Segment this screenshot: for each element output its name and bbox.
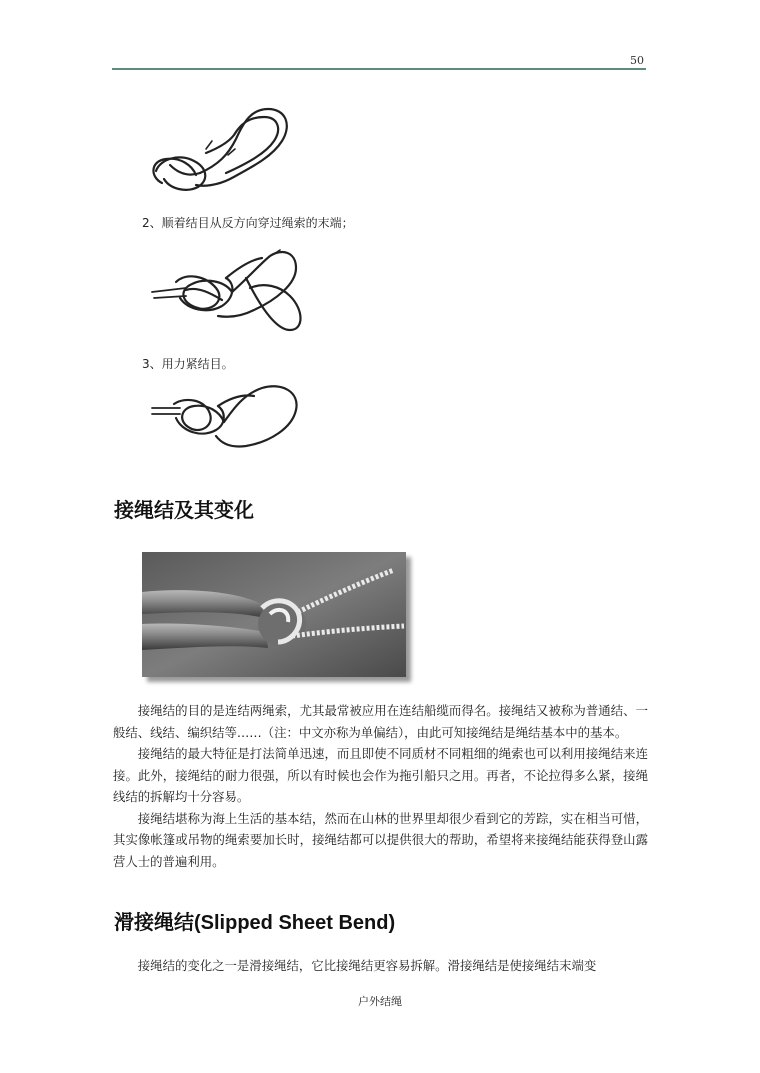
knot-illustration-step3	[146, 378, 306, 466]
header-rule	[112, 68, 646, 70]
sheet-bend-photo	[142, 552, 406, 677]
knot-illustration-step2	[146, 238, 306, 344]
sheet-bend-description	[113, 700, 648, 872]
paragraph: 接绳结的目的是连结两绳索，尤其最常被应用在连结船缆而得名。接绳结又被称为普通结、一般结、线结、编织结等……（注：中文亦称为单偏结），由此可知接绳结是绳结基本中的基本。	[113, 703, 648, 740]
paragraph: 接绳结的最大特征是打法简单迅速，而且即使不同质材不同粗细的绳索也可以利用接绳结来连接。此外，接绳结的耐力很强，所以有时候也会作为拖引船只之用。再者，不论拉得多么紧，接绳线结的拆解均十分容易。	[113, 746, 648, 804]
knot-illustration-step1	[140, 103, 300, 199]
paragraph: 接绳结堪称为海上生活的基本结，然而在山林的世界里却很少看到它的芳踪，实在相当可惜，其实像帐篷或吊物的绳索要加长时，接绳结都可以提供很大的帮助，希望将来接绳结能获得登山露营人士的普遍利用。	[113, 810, 648, 869]
page-footer: 户外结绳	[358, 995, 402, 1008]
step-3-label: 3、用力紧结目。	[142, 357, 234, 371]
slipped-sheet-bend-description	[113, 955, 648, 977]
step-2-label: 2、顺着结目从反方向穿过绳索的末端；	[142, 216, 354, 230]
section-title-sheet-bend: 接绳结及其变化	[114, 498, 254, 522]
page-number: 50	[630, 54, 644, 67]
paragraph: 接绳结的变化之一是滑接绳结，它比接绳结更容易拆解。滑接绳结是使接绳结末端变	[137, 958, 597, 973]
section-title-slipped-sheet-bend: 滑接绳结(Slipped Sheet Bend)	[114, 912, 396, 934]
